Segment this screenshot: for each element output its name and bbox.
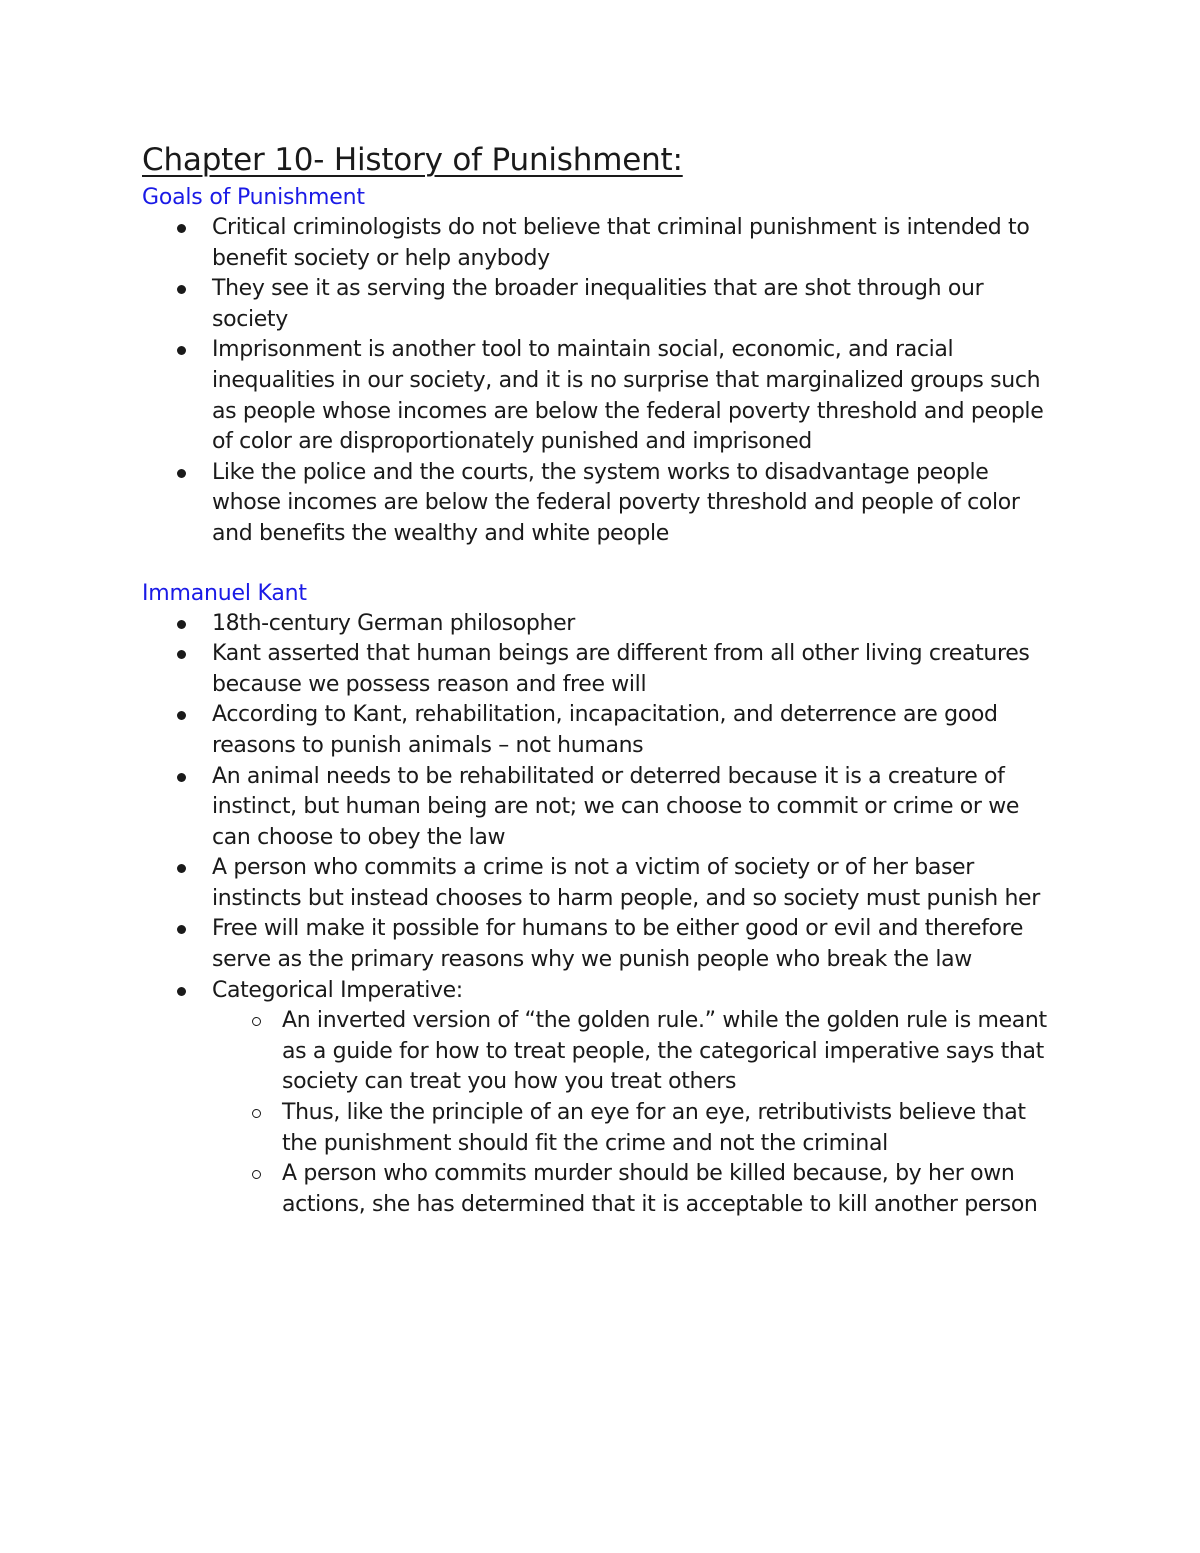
document-page [142,138,1062,1220]
list-item [142,914,1062,975]
sub-list-item-text: A person who commits murder should be killed because, by her own actions, she has determined that it is acceptable to kill another person [282,1161,1038,1217]
list-item-text: 18th-century German philosopher [212,610,575,636]
list-item [142,762,1062,854]
list-item-text: Like the police and the courts, the system works to disadvantage people whose incomes are below the federal poverty threshold and people of color and benefits the wealthy and white people [212,459,1020,546]
list-item [142,335,1062,457]
bullet-icon [177,285,186,294]
list-item-text: According to Kant, rehabilitation, incapacitation, and deterrence are good reasons to punish animals – not humans [212,702,998,758]
bullet-icon [177,346,186,355]
bullet-icon [177,864,186,873]
bullet-icon [177,650,186,659]
list-item-text: An animal needs to be rehabilitated or deterred because it is a creature of instinct, but human being are not; we can choose to commit or crime or we can choose to obey the law [212,763,1020,850]
hollow-bullet-icon [252,1109,261,1118]
list-item-text: Kant asserted that human beings are different from all other living creatures because we possess reason and free will [212,641,1030,697]
section-immanuel-kant [142,578,1062,1221]
bullet-list [142,213,1062,550]
bullet-icon [177,224,186,233]
sub-list-item-text: An inverted version of “the golden rule.” while the golden rule is meant as a guide for how to treat people, the categorical imperative says that society can treat you how you treat others [282,1008,1047,1095]
bullet-icon [177,711,186,720]
bullet-icon [177,773,186,782]
section-goals-of-punishment [142,182,1062,550]
list-item-text: A person who commits a crime is not a victim of society or of her baser instincts but instead chooses to harm people, and so society must punish her [212,855,1040,911]
list-item [142,274,1062,335]
sub-list-item [212,1006,1062,1098]
bullet-list [142,609,1062,1221]
list-item-text: Free will make it possible for humans to be either good or evil and therefore serve as the primary reasons why we punish people who break the law [212,916,1024,973]
sub-bullet-list [212,1006,1062,1220]
bullet-icon [177,620,186,629]
sub-list-item-text: Thus, like the principle of an eye for an eye, retributivists believe that the punishment should fit the crime and not the criminal [282,1100,1026,1156]
list-item [142,458,1062,550]
list-item [142,609,1062,640]
sub-list-item [212,1098,1062,1159]
list-item-text: Categorical Imperative: [212,977,463,1003]
list-item [142,976,1062,1221]
section-spacer [142,550,1062,578]
page-title: Chapter 10- History of Punishment: [142,142,683,178]
list-item [142,213,1062,274]
list-item [142,853,1062,914]
section-heading: Goals of Punishment [142,185,365,210]
bullet-icon [177,469,186,478]
bullet-icon [177,925,186,934]
list-item [142,700,1062,761]
list-item-text: Imprisonment is another tool to maintain social, economic, and racial inequalities in our society, and it is no surprise that marginalized groups such as people whose incomes are below the federal poverty threshold and people of color are disproportionately punished and imprisoned [212,337,1044,455]
hollow-bullet-icon [252,1017,261,1026]
list-item [142,639,1062,700]
sub-list-item [212,1159,1062,1220]
bullet-icon [177,987,186,996]
section-heading: Immanuel Kant [142,580,307,606]
list-item-text: They see it as serving the broader inequalities that are shot through our society [212,276,984,332]
list-item-text: Critical criminologists do not believe that criminal punishment is intended to benefit society or help anybody [212,215,1030,271]
hollow-bullet-icon [252,1170,261,1179]
